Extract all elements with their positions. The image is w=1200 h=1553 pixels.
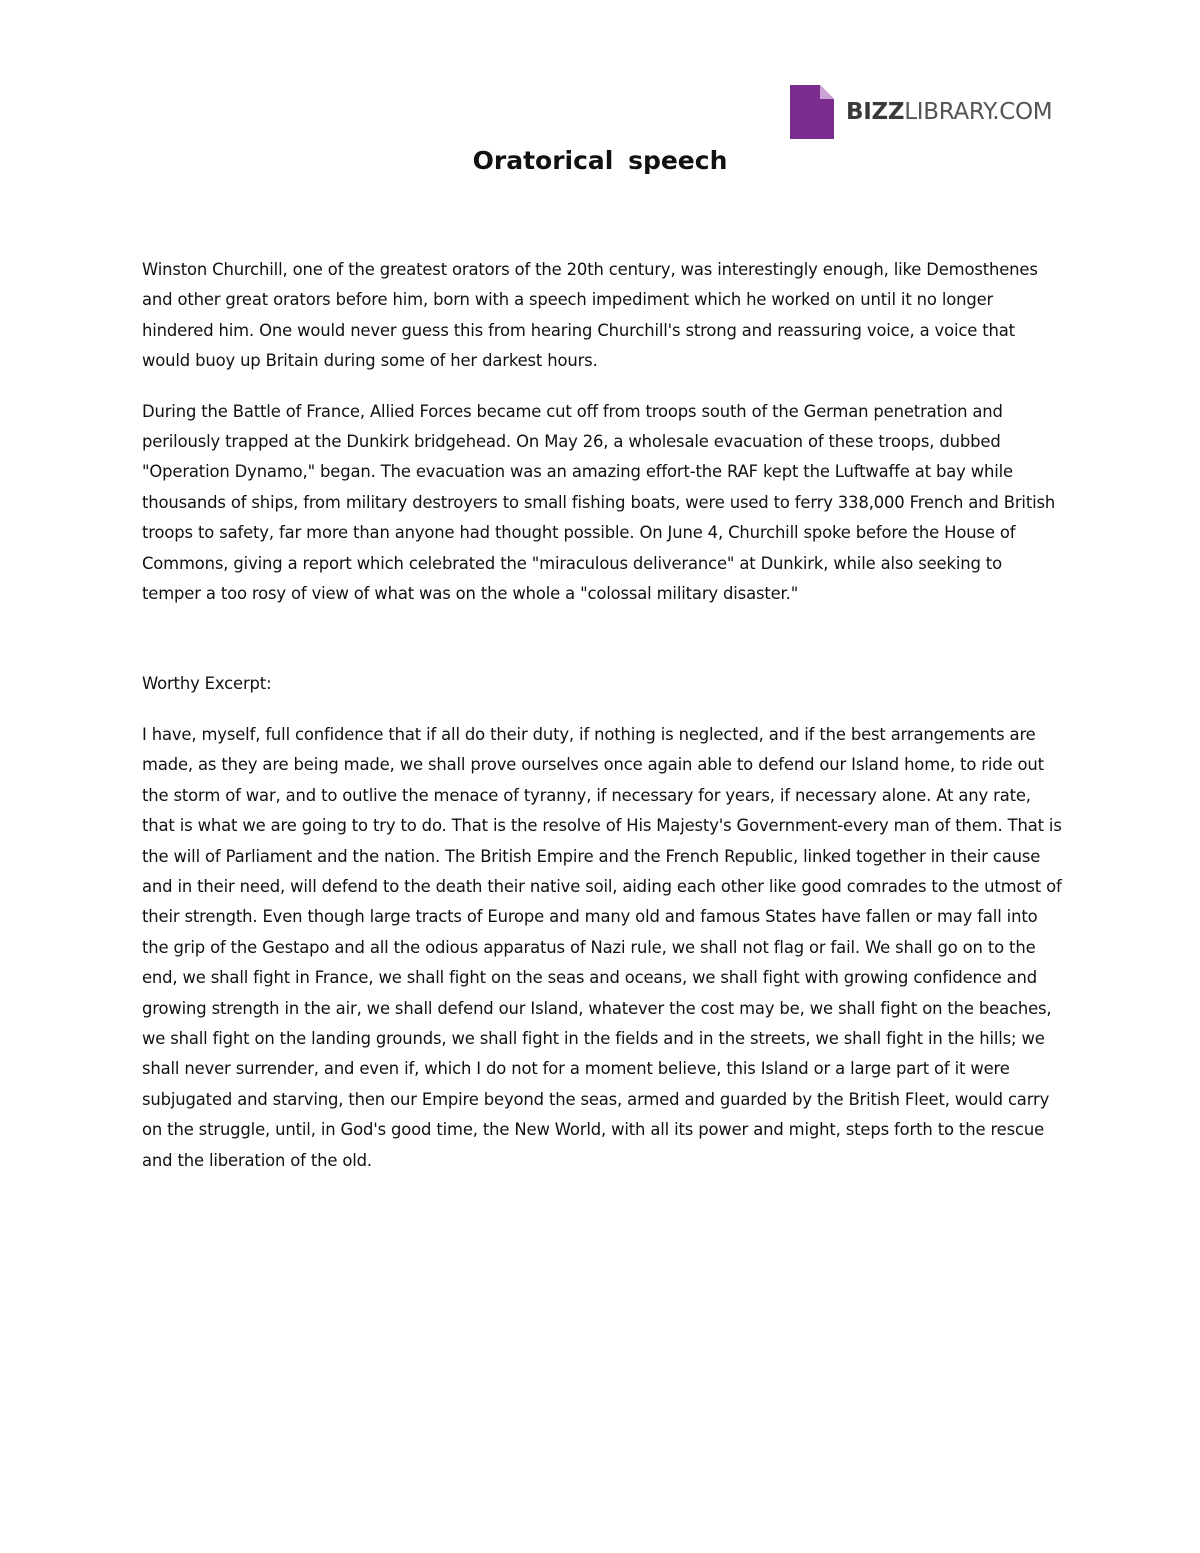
site-logo (790, 84, 1052, 140)
document-body (142, 255, 1062, 1196)
paragraph-dunkirk: During the Battle of France, Allied Forces became cut off from troops south of the German penetration and perilously trapped at the Dunkirk bridgehead. On May 26, a wholesale evacuation of these troops, dubbed "Operation Dynamo," began. The evacuation was an amazing effort-the RAF kept the Luftwaffe at bay while thousands of ships, from military destroyers to small fishing boats, were used to ferry 338,000 French and British troops to safety, far more than anyone had thought possible. On June 4, Churchill spoke before the House of Commons, giving a report which celebrated the "miraculous deliverance" at Dunkirk, while also seeking to temper a too rosy of view of what was on the whole a "colossal military disaster." (142, 401, 1056, 604)
logo-wordmark-bold: BIZZ (846, 98, 905, 125)
paragraph-excerpt: I have, myself, full confidence that if all do their duty, if nothing is neglected, and if the best arrangements are made, as they are being made, we shall prove ourselves once again able to defend our Island home, to ride out the storm of war, and to outlive the menace of tyranny, if necessary for years, if necessary alone. At any rate, that is what we are going to try to do. That is the resolve of His Majesty's Government-every man of them. That is the will of Parliament and the nation. The British Empire and the French Republic, linked together in their cause and in their need, will defend to the death their native soil, aiding each other like good comrades to the utmost of their strength. Even though large tracts of Europe and many old and famous States have fallen or may fall into the grip of the Gestapo and all the odious apparatus of Nazi rule, we shall not flag or fail. We shall go on to the end, we shall fight in France, we shall fight on the seas and oceans, we shall fight with growing confidence and growing strength in the air, we shall defend our Island, whatever the cost may be, we shall fight on the beaches, we shall fight on the landing grounds, we shall fight in the fields and in the streets, we shall fight in the hills; we shall never surrender, and even if, which I do not for a moment believe, this Island or a large part of it were subjugated and starving, then our Empire beyond the seas, armed and guarded by the British Fleet, would carry on the struggle, until, in God's good time, the New World, with all its power and might, steps forth to the rescue and the liberation of the old. (142, 724, 1062, 1170)
document-icon (790, 85, 834, 139)
paragraph-intro: Winston Churchill, one of the greatest orators of the 20th century, was interestingly enough, like Demosthenes and other great orators before him, born with a speech impediment which he worked on until it no longer hindered him. One would never guess this from hearing Churchill's strong and reassuring voice, a voice that would buoy up Britain during some of her darkest hours. (142, 260, 1038, 371)
excerpt-heading: Worthy Excerpt: (142, 674, 272, 694)
document-title: Oratorical speech (472, 146, 728, 175)
logo-wordmark-rest: LIBRARY.COM (904, 98, 1053, 125)
logo-wordmark (846, 98, 1053, 125)
